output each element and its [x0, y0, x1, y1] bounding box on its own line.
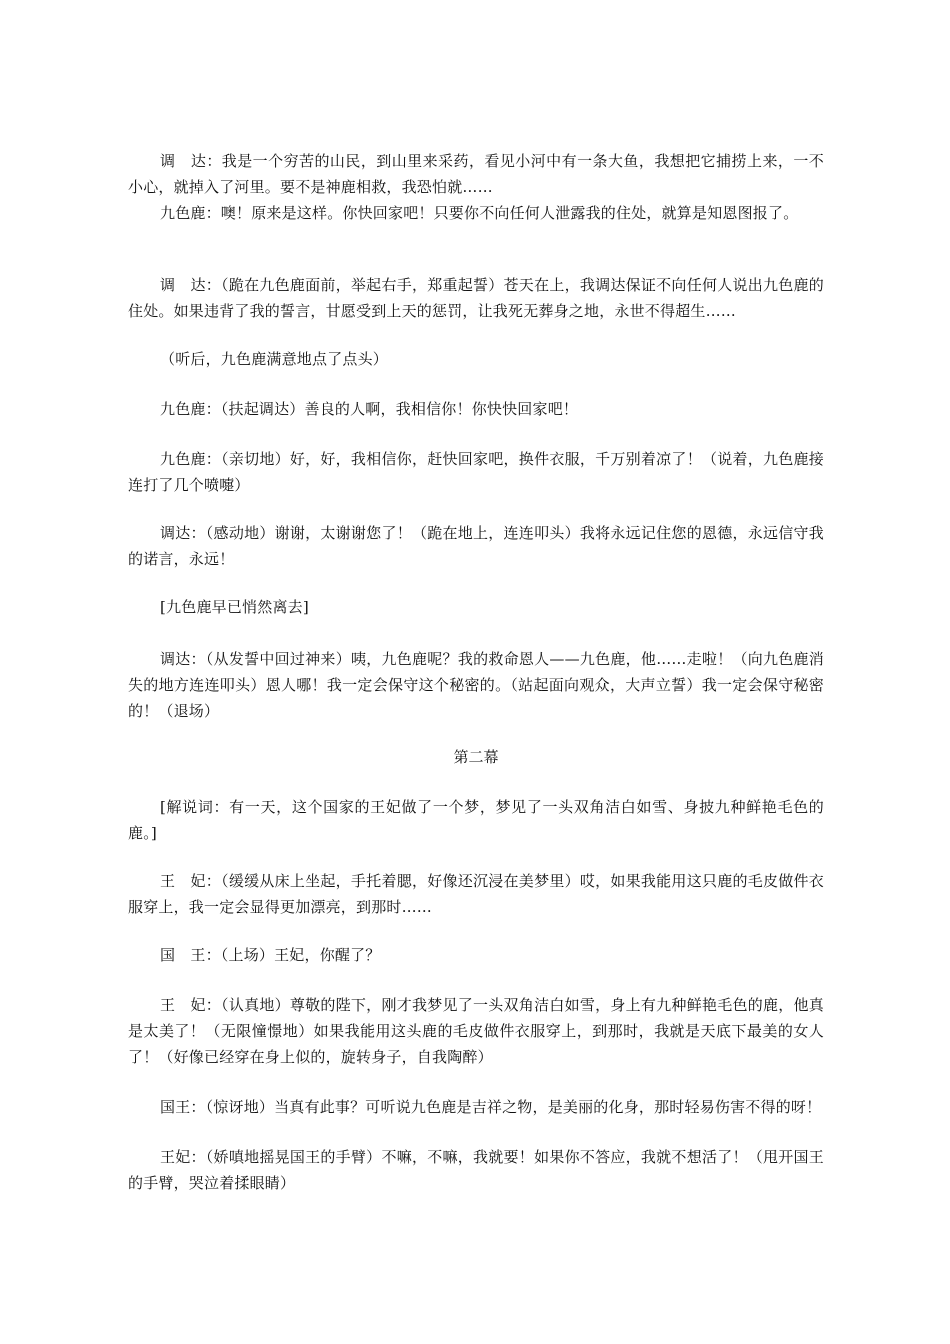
narration-paragraph: [解说词：有一天，这个国家的王妃做了一个梦，梦见了一头双角洁白如雪、身披九种鲜艳毛色的鹿。]	[128, 798, 824, 842]
dialogue-paragraph: 九色鹿：（扶起调达）善良的人啊，我相信你！你快快回家吧！	[160, 400, 579, 418]
stage-direction: [九色鹿早已悄然离去]	[160, 598, 309, 616]
dialogue-paragraph: 王 妃：（缓缓从床上坐起，手托着腮，好像还沉浸在美梦里）哎，如果我能用这只鹿的毛皮做件衣服穿上，我一定会显得更加漂亮，到那时……	[128, 872, 824, 916]
dialogue-paragraph: 调 达：我是一个穷苦的山民，到山里来采药，看见小河中有一条大鱼，我想把它捕捞上来，一不小心，就掉入了河里。要不是神鹿相救，我恐怕就……	[128, 152, 824, 196]
dialogue-paragraph: 王 妃：（认真地）尊敬的陛下，刚才我梦见了一头双角洁白如雪，身上有九种鲜艳毛色的鹿，他真是太美了！（无限憧憬地）如果我能用这头鹿的毛皮做件衣服穿上，到那时，我就是天底下最美的女人了！（好像已经穿在身上似的，旋转身子，自我陶醉）	[128, 996, 824, 1066]
dialogue-paragraph: 国 王：（上场）王妃，你醒了？	[160, 946, 381, 964]
dialogue-paragraph: 九色鹿：（亲切地）好，好，我相信你，赶快回家吧，换件衣服，千万别着凉了！（说着，九色鹿接连打了几个喷嚏）	[128, 450, 824, 494]
dialogue-paragraph: 调达：（从发誓中回过神来）咦，九色鹿呢？我的救命恩人——九色鹿，他……走啦！（向九色鹿消失的地方连连叩头）恩人哪！我一定会保守这个秘密的。（站起面向观众，大声立誓）我一定会保守秘密的！（退场）	[128, 650, 824, 720]
dialogue-paragraph: 王妃：（娇嗔地摇晃国王的手臂）不嘛，不嘛，我就要！如果你不答应，我就不想活了！（甩开国王的手臂，哭泣着揉眼睛）	[128, 1148, 824, 1192]
dialogue-paragraph: 调 达：（跪在九色鹿面前，举起右手，郑重起誓）苍天在上，我调达保证不向任何人说出九色鹿的住处。如果违背了我的誓言，甘愿受到上天的惩罚，让我死无葬身之地，永世不得超生……	[128, 276, 824, 320]
stage-direction: （听后，九色鹿满意地点了点头）	[160, 350, 389, 368]
act-heading: 第二幕	[453, 748, 499, 766]
dialogue-paragraph: 调达：（感动地）谢谢，太谢谢您了！（跪在地上，连连叩头）我将永远记住您的恩德，永远信守我的诺言，永远！	[128, 524, 824, 568]
dialogue-paragraph: 九色鹿：噢！原来是这样。你快回家吧！只要你不向任何人泄露我的住处，就算是知恩图报了。	[160, 204, 799, 222]
dialogue-paragraph: 国王：（惊讶地）当真有此事？可听说九色鹿是吉祥之物，是美丽的化身，那时轻易伤害不得的呀！	[160, 1098, 822, 1116]
